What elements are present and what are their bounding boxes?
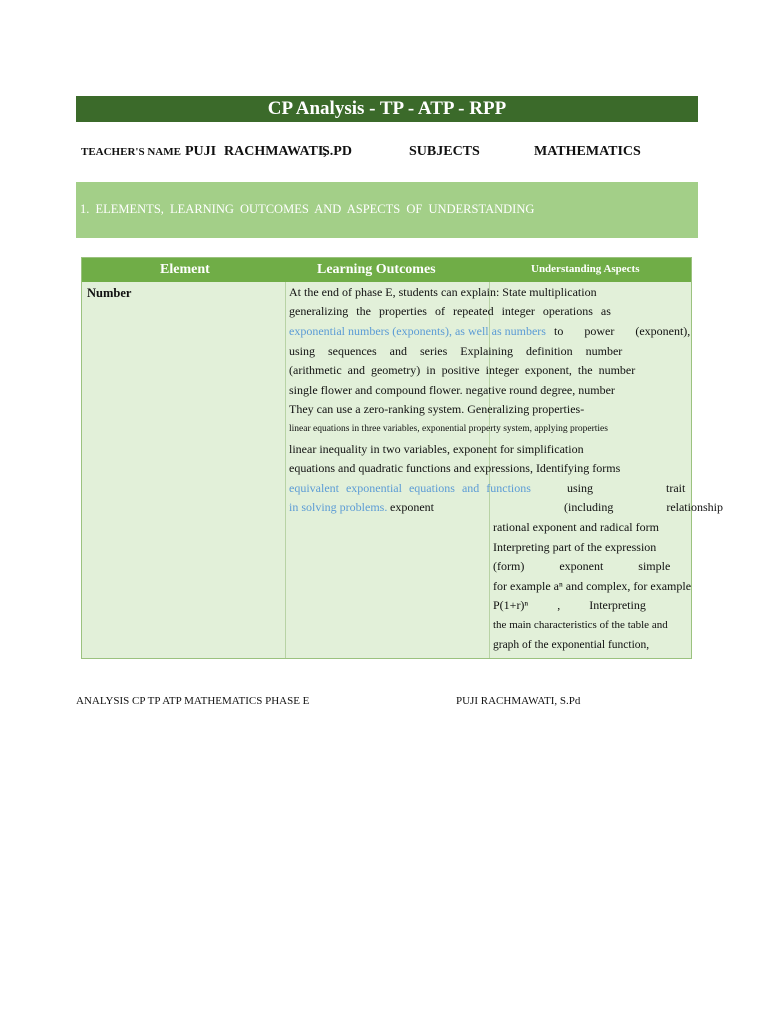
table-header-row	[82, 258, 691, 282]
elements-table	[81, 257, 723, 659]
table-line: equivalent exponential equations and functions	[289, 481, 531, 495]
teacher-name-part-2: RACHMAWATI,	[224, 144, 327, 159]
table-line: exponential numbers (exponents), as well as numbers	[289, 324, 546, 338]
column-header-element: Element	[160, 262, 210, 277]
table-line: rational exponent and radical form	[493, 520, 659, 534]
footer-author: PUJI RACHMAWATI, S.Pd	[456, 695, 581, 707]
table-line: in solving problems.	[289, 500, 388, 514]
table-line: equations and quadratic functions and expressions, Identifying forms	[289, 461, 621, 475]
column-header-understanding-aspects: Understanding Aspects	[531, 263, 640, 275]
table-line: generalizing the properties of repeated integer operations as	[289, 304, 611, 318]
table-line: P(1+r)ⁿ , Interpreting	[493, 598, 646, 612]
table-line: (including relationship	[564, 500, 723, 514]
table-line: using trait	[567, 481, 686, 495]
table-line: They can use a zero-ranking system. Generalizing properties-	[289, 402, 585, 416]
table-line: the main characteristics of the table and	[493, 619, 668, 631]
teacher-info-row	[0, 146, 768, 166]
column-header-learning-outcomes: Learning Outcomes	[317, 262, 436, 277]
table-line: for example aⁿ and complex, for example	[493, 579, 692, 593]
teacher-name-label: TEACHER'S NAME	[81, 146, 181, 158]
document-title: CP Analysis - TP - ATP - RPP	[76, 96, 698, 122]
table-line: linear inequality in two variables, exponent for simplification	[289, 442, 584, 456]
subject-value: MATHEMATICS	[534, 144, 641, 159]
column-divider	[285, 282, 286, 658]
section-heading-band	[76, 182, 698, 238]
element-cell-number: Number	[87, 286, 132, 300]
table-line: using sequences and series Explaining definition number	[289, 344, 623, 358]
table-line: exponent	[390, 500, 434, 514]
table-line: Interpreting part of the expression	[493, 540, 657, 554]
table-line: At the end of phase E, students can explain: State multiplication	[289, 285, 597, 299]
table-line: to power (exponent),	[554, 324, 691, 338]
section-heading: 1. ELEMENTS, LEARNING OUTCOMES AND ASPECTS OF UNDERSTANDING	[80, 202, 535, 216]
teacher-name-part-1: PUJI	[185, 144, 217, 159]
subjects-label: SUBJECTS	[409, 144, 480, 159]
table-line: (arithmetic and geometry) in positive integer exponent, the number	[289, 363, 636, 377]
table-line: (form) exponent simple	[493, 559, 671, 573]
table-line: single flower and compound flower. negative round degree, number	[289, 383, 615, 397]
footer-document-name: ANALYSIS CP TP ATP MATHEMATICS PHASE E	[76, 695, 310, 707]
teacher-name-part-3: S.PD	[322, 144, 352, 159]
table-line: linear equations in three variables, exponential property system, applying properties	[289, 424, 608, 434]
table-line: graph of the exponential function,	[493, 639, 650, 651]
